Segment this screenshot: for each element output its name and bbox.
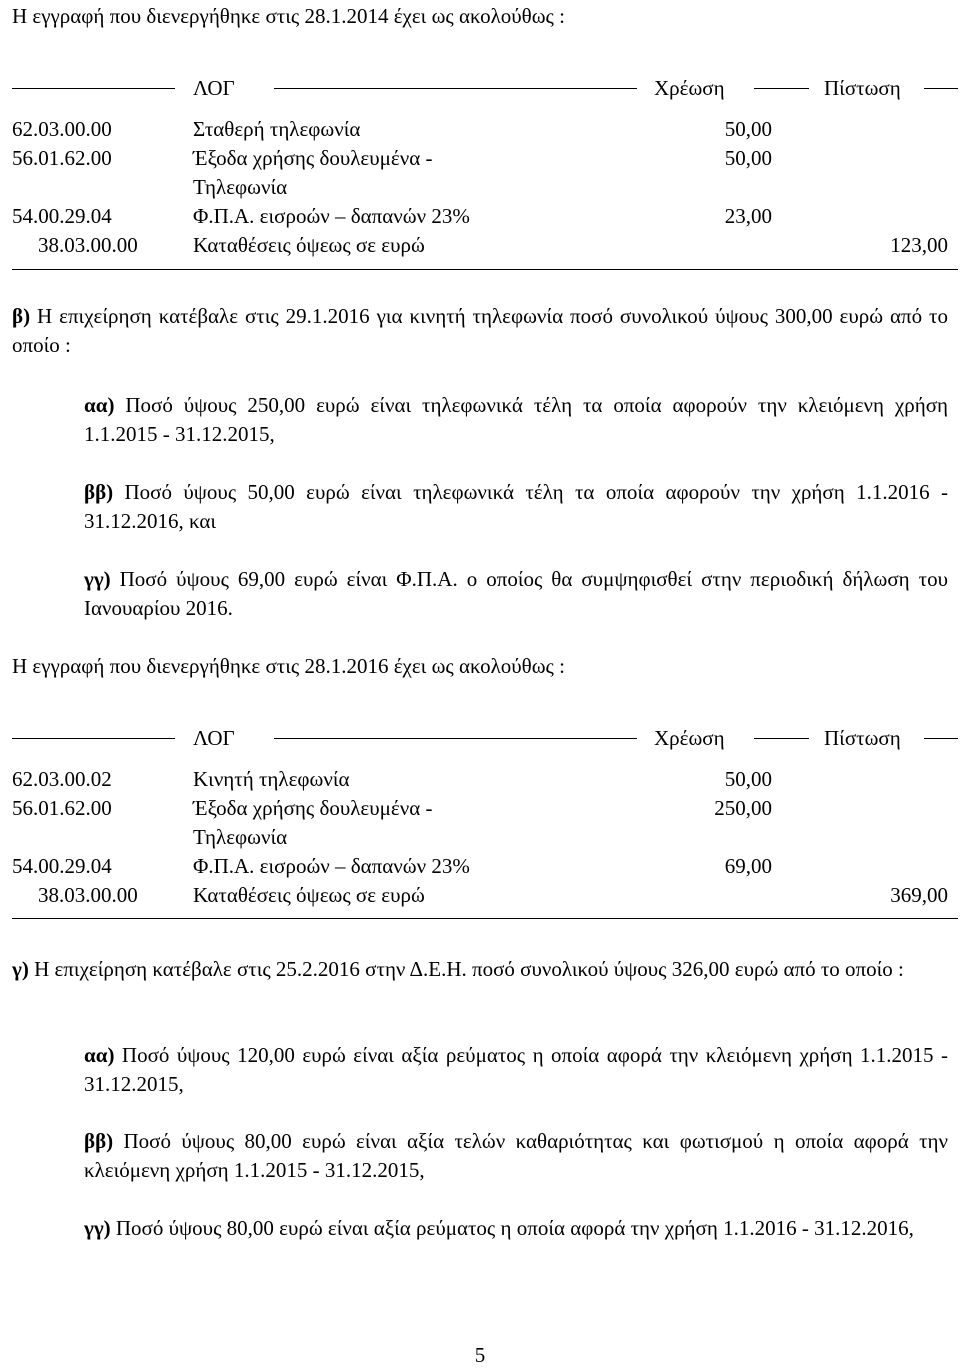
journal-row bbox=[0, 881, 960, 910]
account-code: 62.03.00.02 bbox=[12, 767, 112, 791]
account-name: Σταθερή τηλεφωνία bbox=[193, 117, 361, 141]
account-code: 54.00.29.04 bbox=[12, 854, 112, 878]
item-text: Ποσό ύψους 50,00 ευρώ είναι τηλεφωνικά τέλη τα οποία αφορούν την χρήση 1.1.2016 - 31.12.2016, και bbox=[84, 480, 948, 533]
debit-amount: 250,00 bbox=[714, 796, 772, 820]
section-b-label: β) bbox=[12, 304, 31, 328]
journal-row bbox=[0, 794, 960, 823]
section-b-item bbox=[84, 565, 948, 623]
account-name: Φ.Π.Α. εισροών – δαπανών 23% bbox=[193, 204, 470, 228]
header-debit-label: Χρέωση bbox=[654, 76, 725, 100]
account-code: 56.01.62.00 bbox=[12, 796, 112, 820]
account-name: Καταθέσεις όψεως σε ευρώ bbox=[193, 883, 425, 907]
header-account-label: ΛΟΓ bbox=[193, 76, 235, 100]
header-rule bbox=[12, 738, 175, 739]
account-name: Κινητή τηλεφωνία bbox=[193, 767, 350, 791]
account-code: 54.00.29.04 bbox=[12, 204, 112, 228]
journal-header bbox=[0, 70, 960, 106]
intro-paragraph-2: Η εγγραφή που διενεργήθηκε στις 28.1.2016 έχει ως ακολούθως : bbox=[12, 654, 565, 678]
journal-row bbox=[0, 115, 960, 144]
header-rule bbox=[12, 88, 175, 89]
journal-row bbox=[0, 202, 960, 231]
header-rule bbox=[754, 88, 809, 89]
debit-amount: 50,00 bbox=[724, 117, 772, 141]
account-code: 38.03.00.00 bbox=[38, 233, 138, 257]
header-account-label: ΛΟΓ bbox=[193, 726, 235, 750]
header-rule bbox=[924, 88, 958, 89]
section-b-paragraph bbox=[12, 302, 948, 360]
journal-entry-2 bbox=[0, 720, 960, 907]
item-label: αα) bbox=[84, 393, 115, 417]
debit-amount: 50,00 bbox=[724, 146, 772, 170]
item-label: γγ) bbox=[84, 1216, 111, 1240]
item-label: γγ) bbox=[84, 567, 111, 591]
header-rule bbox=[274, 88, 637, 89]
item-text: Ποσό ύψους 80,00 ευρώ είναι αξία τελών καθαριότητας και φωτισμού η οποία αφορά την κλειόμενη χρήση 1.1.2015 - 31.12.2015, bbox=[84, 1129, 948, 1182]
entry-bottom-rule bbox=[12, 269, 958, 270]
section-c-label: γ) bbox=[12, 957, 29, 981]
item-text: Ποσό ύψους 120,00 ευρώ είναι αξία ρεύματος η οποία αφορά την κλειόμενη χρήση 1.1.2015 - 31.12.2015, bbox=[84, 1043, 948, 1096]
header-credit-label: Πίστωση bbox=[824, 726, 901, 750]
account-name: Έξοδα χρήσης δουλευμένα - bbox=[193, 146, 433, 170]
journal-row bbox=[0, 173, 960, 202]
journal-row bbox=[0, 823, 960, 852]
item-label: ββ) bbox=[84, 1129, 114, 1153]
section-c-item bbox=[84, 1127, 948, 1185]
section-c-item bbox=[84, 1041, 948, 1099]
journal-row bbox=[0, 231, 960, 260]
entry-bottom-rule bbox=[12, 918, 958, 919]
account-name: Καταθέσεις όψεως σε ευρώ bbox=[193, 233, 425, 257]
section-b-item bbox=[84, 391, 948, 449]
item-text: Ποσό ύψους 80,00 ευρώ είναι αξία ρεύματος η οποία αφορά την χρήση 1.1.2016 - 31.12.2016, bbox=[110, 1216, 914, 1240]
header-credit-label: Πίστωση bbox=[824, 76, 901, 100]
journal-row bbox=[0, 852, 960, 881]
header-rule bbox=[274, 738, 637, 739]
account-name: Έξοδα χρήσης δουλευμένα - bbox=[193, 796, 433, 820]
journal-row bbox=[0, 765, 960, 794]
journal-rows bbox=[0, 765, 960, 910]
section-c-item bbox=[84, 1214, 948, 1243]
item-label: ββ) bbox=[84, 480, 114, 504]
credit-amount: 123,00 bbox=[890, 233, 948, 257]
section-c-text: Η επιχείρηση κατέβαλε στις 25.2.2016 στην Δ.Ε.Η. ποσό συνολικού ύψους 326,00 ευρώ από το οποίο : bbox=[28, 957, 904, 981]
account-name: Φ.Π.Α. εισροών – δαπανών 23% bbox=[193, 854, 470, 878]
header-rule bbox=[754, 738, 809, 739]
debit-amount: 50,00 bbox=[724, 767, 772, 791]
account-code: 38.03.00.00 bbox=[38, 883, 138, 907]
account-code: 62.03.00.00 bbox=[12, 117, 112, 141]
journal-row bbox=[0, 144, 960, 173]
item-text: Ποσό ύψους 69,00 ευρώ είναι Φ.Π.Α. ο οποίος θα συμψηφισθεί στην περιοδική δήλωση του Ιανουαρίου 2016. bbox=[84, 567, 948, 620]
journal-rows bbox=[0, 115, 960, 260]
debit-amount: 69,00 bbox=[724, 854, 772, 878]
journal-header bbox=[0, 720, 960, 756]
header-debit-label: Χρέωση bbox=[654, 726, 725, 750]
intro-paragraph-1: Η εγγραφή που διενεργήθηκε στις 28.1.2014 έχει ως ακολούθως : bbox=[12, 4, 565, 28]
page-number: 5 bbox=[474, 1343, 486, 1367]
account-code: 56.01.62.00 bbox=[12, 146, 112, 170]
item-text: Ποσό ύψους 250,00 ευρώ είναι τηλεφωνικά τέλη τα οποία αφορούν την κλειόμενη χρήση 1.1.2015 - 31.12.2015, bbox=[84, 393, 948, 446]
section-b-item bbox=[84, 478, 948, 536]
journal-entry-1 bbox=[0, 70, 960, 257]
section-c-paragraph bbox=[12, 955, 948, 984]
account-name: Τηλεφωνία bbox=[193, 175, 288, 199]
item-label: αα) bbox=[84, 1043, 115, 1067]
credit-amount: 369,00 bbox=[890, 883, 948, 907]
account-name: Τηλεφωνία bbox=[193, 825, 288, 849]
section-b-text: Η επιχείρηση κατέβαλε στις 29.1.2016 για κινητή τηλεφωνία ποσό συνολικού ύψους 300,00 ευρώ από το οποίο : bbox=[12, 304, 948, 357]
header-rule bbox=[924, 738, 958, 739]
debit-amount: 23,00 bbox=[724, 204, 772, 228]
